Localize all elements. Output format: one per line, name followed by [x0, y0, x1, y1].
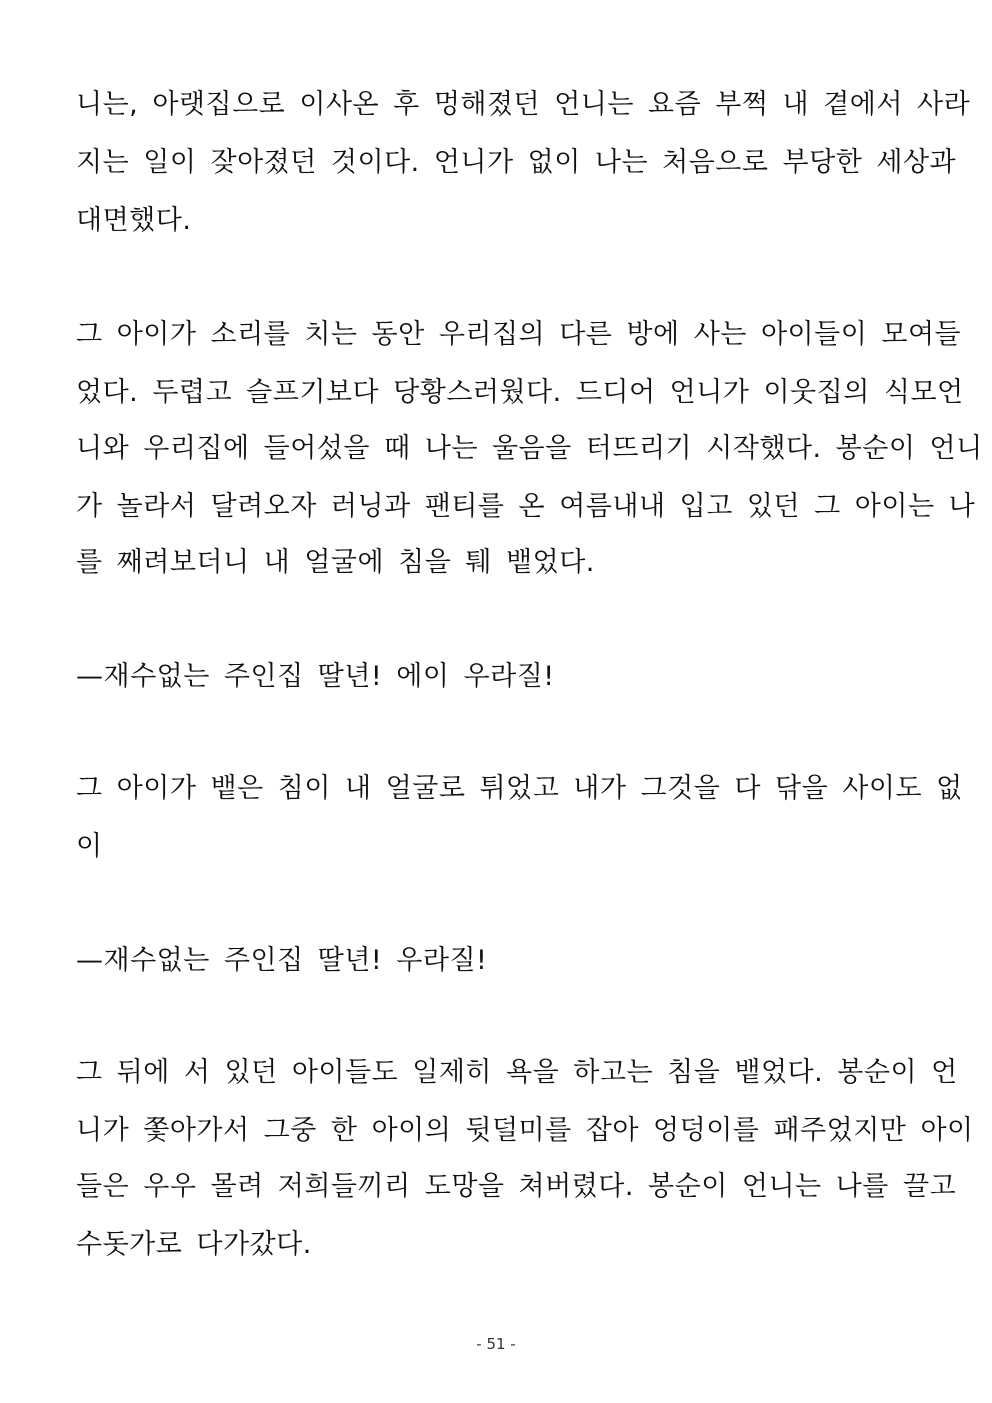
text-line: 그 아이가 소리를 치는 동안 우리집의 다른 방에 사는 아이들이 모여들 [76, 319, 962, 350]
text-line: 그 뒤에 서 있던 아이들도 일제히 욕을 하고는 침을 뱉었다. 봉순이 언 [76, 1057, 958, 1088]
page-number: - 51 - [476, 1335, 516, 1353]
text-line: 니와 우리집에 들어섰을 때 나는 울음을 터뜨리기 시작했다. 봉순이 언니 [76, 433, 983, 464]
text-line: 대면했다. [76, 205, 192, 236]
text-line: 이 [76, 831, 103, 862]
text-line: 가 놀라서 달려오자 러닝과 팬티를 온 여름내내 입고 있던 그 아이는 나 [76, 491, 976, 522]
dialogue-line: —재수없는 주인집 딸년! 에이 우라질! [76, 661, 555, 692]
text-line: 들은 우우 몰려 저희들끼리 도망을 쳐버렸다. 봉순이 언니는 나를 끌고 [76, 1171, 957, 1202]
text-line: 수돗가로 다가갔다. [76, 1229, 312, 1260]
text-line: 니가 쫓아가서 그중 한 아이의 뒷덜미를 잡아 엉덩이를 패주었지만 아이 [76, 1115, 974, 1146]
text-line: 를 째려보더니 내 얼굴에 침을 퉤 뱉었다. [76, 547, 595, 578]
text-line: 니는, 아랫집으로 이사온 후 멍해졌던 언니는 요즘 부쩍 내 곁에서 사라 [76, 89, 971, 120]
dialogue-line: —재수없는 주인집 딸년! 우라질! [76, 945, 488, 976]
text-line: 그 아이가 뱉은 침이 내 얼굴로 튀었고 내가 그것을 다 닦을 사이도 없 [76, 773, 963, 804]
text-line: 었다. 두렵고 슬프기보다 당황스러웠다. 드디어 언니가 이웃집의 식모언 [76, 377, 964, 408]
text-line: 지는 일이 잦아졌던 것이다. 언니가 없이 나는 처음으로 부당한 세상과 [76, 147, 957, 178]
